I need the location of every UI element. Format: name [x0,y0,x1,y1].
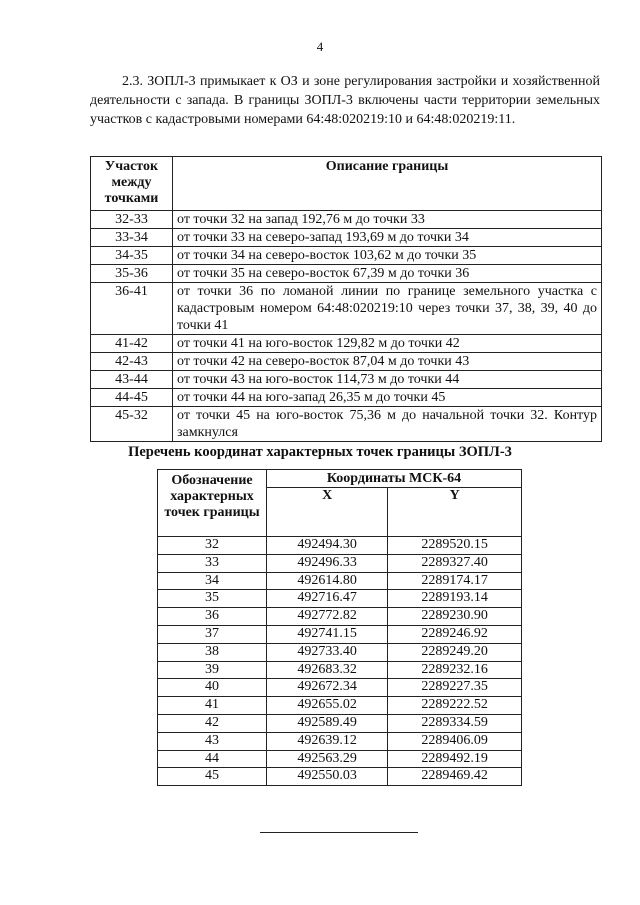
y-cell: 2289193.14 [388,590,522,608]
y-cell: 2289327.40 [388,554,522,572]
point-cell: 38 [158,643,267,661]
coord-row [158,714,522,732]
coord-row [158,643,522,661]
boundary-row [91,247,602,265]
x-cell: 492496.33 [267,554,388,572]
segment-cell: 43-44 [91,371,173,389]
y-cell: 2289232.16 [388,661,522,679]
point-cell: 43 [158,732,267,750]
coord-table-body [158,537,522,786]
point-cell: 44 [158,750,267,768]
coord-row [158,661,522,679]
segment-cell: 42-43 [91,353,173,371]
point-cell: 33 [158,554,267,572]
coord-row [158,554,522,572]
segment-cell: 45-32 [91,407,173,442]
coord-row [158,537,522,555]
y-cell: 2289230.90 [388,608,522,626]
segment-cell: 41-42 [91,335,173,353]
coord-row [158,608,522,626]
point-cell: 45 [158,768,267,786]
point-cell: 41 [158,697,267,715]
boundary-row [91,371,602,389]
x-cell: 492733.40 [267,643,388,661]
description-cell: от точки 41 на юго-восток 129,82 м до точки 42 [173,335,602,353]
y-cell: 2289492.19 [388,750,522,768]
coord-table-title: Перечень координат характерных точек границы ЗОПЛ-3 [128,444,512,460]
description-cell: от точки 36 по ломаной линии по границе земельного участка с кадастровым номером 64:48:020219:10 через точки 37, 38, 39, 40 до точки 41 [173,283,602,335]
boundary-row [91,407,602,442]
segment-cell: 33-34 [91,229,173,247]
x-cell: 492741.15 [267,625,388,643]
x-cell: 492672.34 [267,679,388,697]
coord-row [158,572,522,590]
y-cell: 2289406.09 [388,732,522,750]
x-cell: 492639.12 [267,732,388,750]
x-cell: 492683.32 [267,661,388,679]
coord-row [158,697,522,715]
coord-row [158,750,522,768]
intro-paragraph: 2.3. ЗОПЛ-3 примыкает к ОЗ и зоне регулирования застройки и хозяйственной деятельности с запада. В границы ЗОПЛ-3 включены части территории земельных участков с кадастровыми номерами 64:48:020219:10 и 64:48:020219:11. [90,74,600,127]
description-cell: от точки 32 на запад 192,76 м до точки 33 [173,211,602,229]
point-cell: 36 [158,608,267,626]
y-cell: 2289334.59 [388,714,522,732]
y-cell: 2289469.42 [388,768,522,786]
boundary-row [91,229,602,247]
header-x: X [267,488,388,537]
point-cell: 32 [158,537,267,555]
point-cell: 40 [158,679,267,697]
header-y: Y [388,488,522,537]
y-cell: 2289520.15 [388,537,522,555]
description-cell: от точки 45 на юго-восток 75,36 м до начальной точки 32. Контур замкнулся [173,407,602,442]
x-cell: 492589.49 [267,714,388,732]
coord-row [158,625,522,643]
boundary-row [91,211,602,229]
y-cell: 2289174.17 [388,572,522,590]
coord-header-row-1 [158,470,522,488]
x-cell: 492550.03 [267,768,388,786]
x-cell: 492655.02 [267,697,388,715]
x-cell: 492494.30 [267,537,388,555]
description-cell: от точки 43 на юго-восток 114,73 м до точки 44 [173,371,602,389]
page-number: 4 [316,39,324,54]
point-cell: 37 [158,625,267,643]
y-cell: 2289222.52 [388,697,522,715]
coord-row [158,732,522,750]
x-cell: 492772.82 [267,608,388,626]
boundary-table [90,156,602,442]
coord-row [158,679,522,697]
description-cell: от точки 44 на юго-запад 26,35 м до точки 45 [173,389,602,407]
description-cell: от точки 35 на северо-восток 67,39 м до точки 36 [173,265,602,283]
description-cell: от точки 34 на северо-восток 103,62 м до точки 35 [173,247,602,265]
boundary-table-body [91,211,602,442]
header-segment: Участок между точками [91,157,173,211]
coord-row [158,590,522,608]
y-cell: 2289249.20 [388,643,522,661]
x-cell: 492563.29 [267,750,388,768]
boundary-table-header [91,157,602,211]
boundary-row [91,389,602,407]
point-cell: 34 [158,572,267,590]
segment-cell: 35-36 [91,265,173,283]
coordinates-table [157,469,522,786]
boundary-row [91,283,602,335]
header-description: Описание границы [173,157,602,211]
point-cell: 35 [158,590,267,608]
header-point: Обозначение характерных точек границы [158,470,267,537]
point-cell: 42 [158,714,267,732]
y-cell: 2289227.35 [388,679,522,697]
coord-row [158,768,522,786]
segment-cell: 44-45 [91,389,173,407]
description-cell: от точки 33 на северо-запад 193,69 м до точки 34 [173,229,602,247]
segment-cell: 32-33 [91,211,173,229]
x-cell: 492614.80 [267,572,388,590]
boundary-row [91,335,602,353]
description-cell: от точки 42 на северо-восток 87,04 м до точки 43 [173,353,602,371]
y-cell: 2289246.92 [388,625,522,643]
boundary-row [91,265,602,283]
segment-cell: 34-35 [91,247,173,265]
header-coords: Координаты МСК-64 [267,470,522,488]
bottom-rule [260,832,418,833]
x-cell: 492716.47 [267,590,388,608]
point-cell: 39 [158,661,267,679]
boundary-row [91,353,602,371]
segment-cell: 36-41 [91,283,173,335]
